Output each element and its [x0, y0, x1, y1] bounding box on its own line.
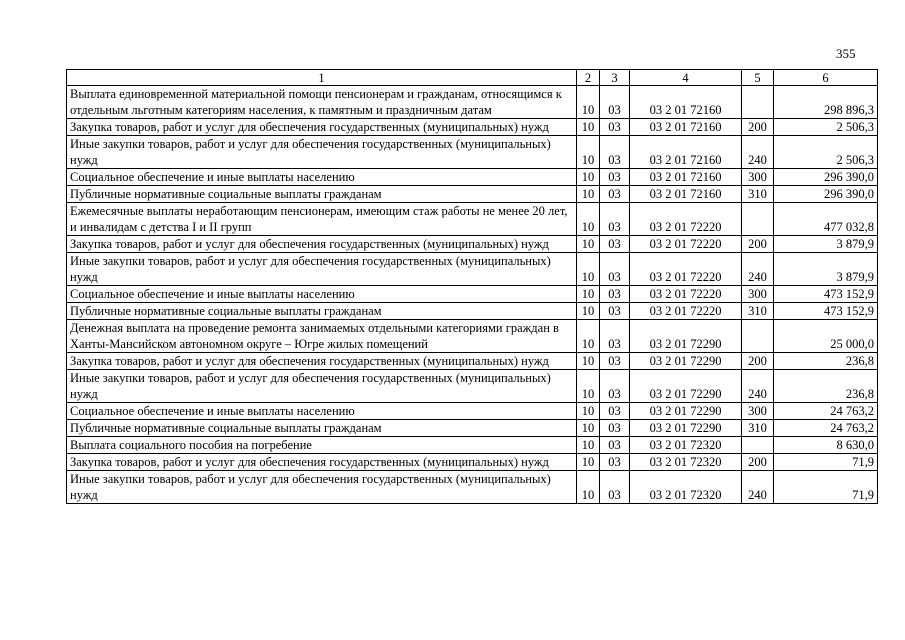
header-col-subsection: 3	[600, 70, 630, 86]
row-amount: 2 506,3	[774, 119, 878, 136]
row-name: Денежная выплата на проведение ремонта занимаемых отдельными категориями граждан в Ханты-Мансийском автономном округе – Югре жилых помещений	[67, 320, 577, 353]
row-target: 03 2 01 72290	[630, 420, 742, 437]
row-section: 10	[577, 203, 600, 236]
row-section: 10	[577, 119, 600, 136]
row-amount: 24 763,2	[774, 403, 878, 420]
header-col-name: 1	[67, 70, 577, 86]
row-target: 03 2 01 72160	[630, 119, 742, 136]
row-subsection: 03	[600, 353, 630, 370]
row-target: 03 2 01 72320	[630, 437, 742, 454]
row-amount: 25 000,0	[774, 320, 878, 353]
row-section: 10	[577, 136, 600, 169]
row-section: 10	[577, 286, 600, 303]
row-name: Ежемесячные выплаты неработающим пенсионерам, имеющим стаж работы не менее 20 лет, и инвалидам с детства I и II групп	[67, 203, 577, 236]
table-row	[67, 403, 878, 420]
page-number: 355	[836, 46, 856, 61]
row-target: 03 2 01 72290	[630, 370, 742, 403]
row-expense-type: 200	[742, 454, 774, 471]
row-subsection: 03	[600, 370, 630, 403]
row-section: 10	[577, 303, 600, 320]
row-expense-type: 310	[742, 186, 774, 203]
table-row	[67, 253, 878, 286]
budget-table	[66, 69, 878, 504]
table-row	[67, 203, 878, 236]
row-target: 03 2 01 72220	[630, 203, 742, 236]
table-row	[67, 86, 878, 119]
row-amount: 236,8	[774, 353, 878, 370]
header-row	[67, 70, 878, 86]
row-subsection: 03	[600, 471, 630, 504]
row-subsection: 03	[600, 454, 630, 471]
row-target: 03 2 01 72320	[630, 471, 742, 504]
row-name: Закупка товаров, работ и услуг для обеспечения государственных (муниципальных) нужд	[67, 353, 577, 370]
row-expense-type	[742, 203, 774, 236]
row-section: 10	[577, 236, 600, 253]
row-name: Закупка товаров, работ и услуг для обеспечения государственных (муниципальных) нужд	[67, 454, 577, 471]
row-section: 10	[577, 471, 600, 504]
row-expense-type: 300	[742, 169, 774, 186]
row-subsection: 03	[600, 403, 630, 420]
row-amount: 296 390,0	[774, 169, 878, 186]
row-amount: 3 879,9	[774, 253, 878, 286]
table-row	[67, 169, 878, 186]
row-section: 10	[577, 320, 600, 353]
row-amount: 3 879,9	[774, 236, 878, 253]
row-name: Иные закупки товаров, работ и услуг для обеспечения государственных (муниципальных) нужд	[67, 136, 577, 169]
table-row	[67, 370, 878, 403]
row-subsection: 03	[600, 420, 630, 437]
row-subsection: 03	[600, 236, 630, 253]
row-expense-type: 240	[742, 370, 774, 403]
row-target: 03 2 01 72160	[630, 136, 742, 169]
row-expense-type: 300	[742, 403, 774, 420]
row-section: 10	[577, 169, 600, 186]
row-subsection: 03	[600, 303, 630, 320]
row-subsection: 03	[600, 286, 630, 303]
row-name: Социальное обеспечение и иные выплаты населению	[67, 403, 577, 420]
table-row	[67, 236, 878, 253]
row-amount: 24 763,2	[774, 420, 878, 437]
row-expense-type: 240	[742, 136, 774, 169]
row-subsection: 03	[600, 203, 630, 236]
row-expense-type: 240	[742, 253, 774, 286]
row-expense-type: 240	[742, 471, 774, 504]
row-target: 03 2 01 72320	[630, 454, 742, 471]
row-name: Социальное обеспечение и иные выплаты населению	[67, 286, 577, 303]
row-name: Публичные нормативные социальные выплаты гражданам	[67, 420, 577, 437]
row-expense-type: 310	[742, 420, 774, 437]
table-row	[67, 454, 878, 471]
row-expense-type: 200	[742, 119, 774, 136]
row-name: Публичные нормативные социальные выплаты гражданам	[67, 303, 577, 320]
row-target: 03 2 01 72290	[630, 403, 742, 420]
row-amount: 236,8	[774, 370, 878, 403]
row-subsection: 03	[600, 136, 630, 169]
row-section: 10	[577, 437, 600, 454]
row-section: 10	[577, 420, 600, 437]
table-body	[67, 86, 878, 504]
row-expense-type: 200	[742, 353, 774, 370]
table-row	[67, 353, 878, 370]
row-subsection: 03	[600, 437, 630, 454]
row-amount: 473 152,9	[774, 303, 878, 320]
row-subsection: 03	[600, 86, 630, 119]
row-amount: 473 152,9	[774, 286, 878, 303]
row-amount: 477 032,8	[774, 203, 878, 236]
row-amount: 298 896,3	[774, 86, 878, 119]
row-subsection: 03	[600, 119, 630, 136]
row-amount: 296 390,0	[774, 186, 878, 203]
header-col-expense-type: 5	[742, 70, 774, 86]
row-target: 03 2 01 72160	[630, 86, 742, 119]
row-target: 03 2 01 72220	[630, 303, 742, 320]
row-target: 03 2 01 72160	[630, 169, 742, 186]
row-section: 10	[577, 86, 600, 119]
row-amount: 2 506,3	[774, 136, 878, 169]
table-row	[67, 303, 878, 320]
row-subsection: 03	[600, 186, 630, 203]
row-section: 10	[577, 353, 600, 370]
row-expense-type: 310	[742, 303, 774, 320]
row-amount: 8 630,0	[774, 437, 878, 454]
row-subsection: 03	[600, 169, 630, 186]
row-target: 03 2 01 72290	[630, 353, 742, 370]
row-section: 10	[577, 454, 600, 471]
table-row	[67, 119, 878, 136]
row-name: Выплата единовременной материальной помощи пенсионерам и гражданам, относящимся к отдельным льготным категориям населения, к памятным и праздничным датам	[67, 86, 577, 119]
table-row	[67, 320, 878, 353]
header-col-target: 4	[630, 70, 742, 86]
row-name: Иные закупки товаров, работ и услуг для обеспечения государственных (муниципальных) нужд	[67, 370, 577, 403]
row-subsection: 03	[600, 253, 630, 286]
row-amount: 71,9	[774, 454, 878, 471]
row-target: 03 2 01 72160	[630, 186, 742, 203]
row-expense-type	[742, 86, 774, 119]
row-name: Закупка товаров, работ и услуг для обеспечения государственных (муниципальных) нужд	[67, 119, 577, 136]
row-section: 10	[577, 253, 600, 286]
table-row	[67, 136, 878, 169]
row-name: Публичные нормативные социальные выплаты гражданам	[67, 186, 577, 203]
row-section: 10	[577, 186, 600, 203]
row-name: Выплата социального пособия на погребение	[67, 437, 577, 454]
row-target: 03 2 01 72290	[630, 320, 742, 353]
row-name: Иные закупки товаров, работ и услуг для обеспечения государственных (муниципальных) нужд	[67, 253, 577, 286]
row-section: 10	[577, 370, 600, 403]
table-row	[67, 471, 878, 504]
row-name: Иные закупки товаров, работ и услуг для обеспечения государственных (муниципальных) нужд	[67, 471, 577, 504]
row-subsection: 03	[600, 320, 630, 353]
row-target: 03 2 01 72220	[630, 286, 742, 303]
row-target: 03 2 01 72220	[630, 253, 742, 286]
row-expense-type	[742, 437, 774, 454]
table-row	[67, 286, 878, 303]
table-row	[67, 420, 878, 437]
row-amount: 71,9	[774, 471, 878, 504]
row-target: 03 2 01 72220	[630, 236, 742, 253]
row-expense-type: 300	[742, 286, 774, 303]
row-name: Закупка товаров, работ и услуг для обеспечения государственных (муниципальных) нужд	[67, 236, 577, 253]
row-section: 10	[577, 403, 600, 420]
header-col-amount: 6	[774, 70, 878, 86]
header-col-section: 2	[577, 70, 600, 86]
table-row	[67, 186, 878, 203]
row-name: Социальное обеспечение и иные выплаты населению	[67, 169, 577, 186]
table-row	[67, 437, 878, 454]
row-expense-type: 200	[742, 236, 774, 253]
row-expense-type	[742, 320, 774, 353]
